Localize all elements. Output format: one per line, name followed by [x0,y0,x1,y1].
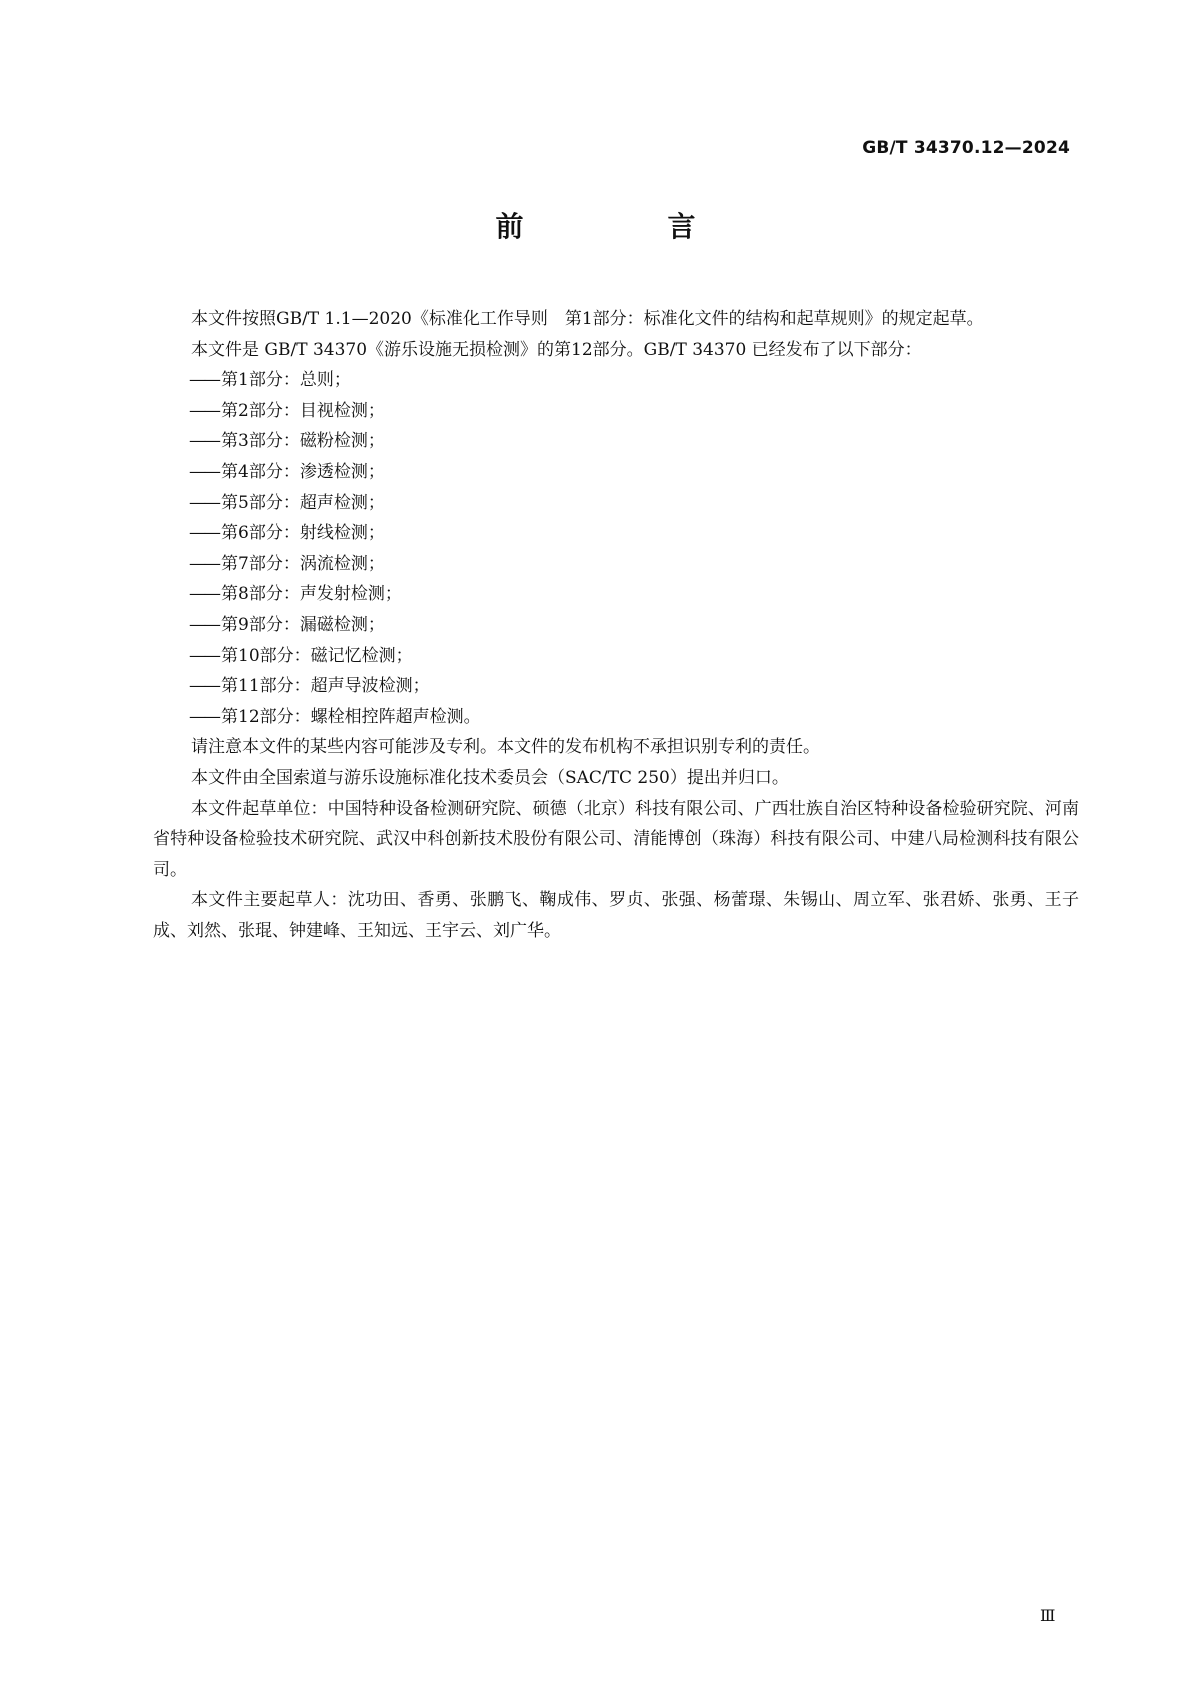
list-dash: —— [189,492,219,513]
list-dash: —— [189,614,219,635]
paragraph-series-intro: 本文件是 GB/T 34370《游乐设施无损检测》的第12部分。GB/T 34370 已经发布了以下部分： [191,339,922,360]
list-item-text: 第8部分：声发射检测； [221,584,402,605]
list-dash: —— [189,400,219,421]
list-item [153,702,1079,733]
paragraph-patent-notice: 请注意本文件的某些内容可能涉及专利。本文件的发布机构不承担识别专利的责任。 [191,737,820,758]
paragraph-drafters: 本文件主要起草人：沈功田、香勇、张鹏飞、鞠成伟、罗贞、张强、杨蕾璟、朱锡山、周立军、张君娇、张勇、王子成、刘然、张琨、钟建峰、王知远、王宇云、刘广华。 [153,890,1079,941]
parts-list [153,365,1079,732]
list-item-text: 第7部分：涡流检测； [221,553,385,574]
list-dash: —— [189,645,219,666]
list-item-text: 第9部分：漏磁检测； [221,614,385,635]
list-item-text: 第1部分：总则； [221,370,351,391]
list-item [153,488,1079,519]
list-dash: —— [189,706,219,727]
list-item-text: 第4部分：渗透检测； [221,461,385,482]
list-dash: —— [189,461,219,482]
paragraph-drafting-rules: 本文件按照GB/T 1.1—2020《标准化工作导则 第1部分：标准化文件的结构和起草规则》的规定起草。 [191,309,984,329]
list-item-text: 第6部分：射线检测； [221,523,385,544]
list-dash: —— [189,553,219,574]
list-item [153,426,1079,457]
list-dash: —— [189,584,219,605]
list-item [153,549,1079,580]
list-item-text: 第10部分：磁记忆检测； [221,645,413,666]
list-item [153,518,1079,549]
page-title: 前 言 [495,210,754,243]
list-item [153,610,1079,641]
list-item-text: 第11部分：超声导波检测； [221,676,430,697]
list-dash: —— [189,431,219,452]
page-number: Ⅲ [1040,1606,1055,1625]
list-item [153,641,1079,672]
list-item [153,671,1079,702]
list-item [153,457,1079,488]
list-item-text: 第5部分：超声检测； [221,492,385,513]
list-dash: —— [189,523,219,544]
list-dash: —— [189,676,219,697]
paragraph-proposer: 本文件由全国索道与游乐设施标准化技术委员会（SAC/TC 250）提出并归口。 [191,767,789,788]
list-dash: —— [189,370,219,391]
standard-code: GB/T 34370.12—2024 [862,138,1070,158]
list-item-text: 第12部分：螺栓相控阵超声检测。 [221,706,481,727]
list-item-text: 第3部分：磁粉检测； [221,431,385,452]
paragraph-drafting-units: 本文件起草单位：中国特种设备检测研究院、硕德（北京）科技有限公司、广西壮族自治区特种设备检验研究院、河南省特种设备检验技术研究院、武汉中科创新技术股份有限公司、清能博创（珠海）科技有限公司、中建八局检测科技有限公司。 [153,798,1079,880]
list-item [153,365,1079,396]
foreword-body [153,304,1079,946]
list-item [153,579,1079,610]
list-item-text: 第2部分：目视检测； [221,400,385,421]
list-item [153,396,1079,427]
